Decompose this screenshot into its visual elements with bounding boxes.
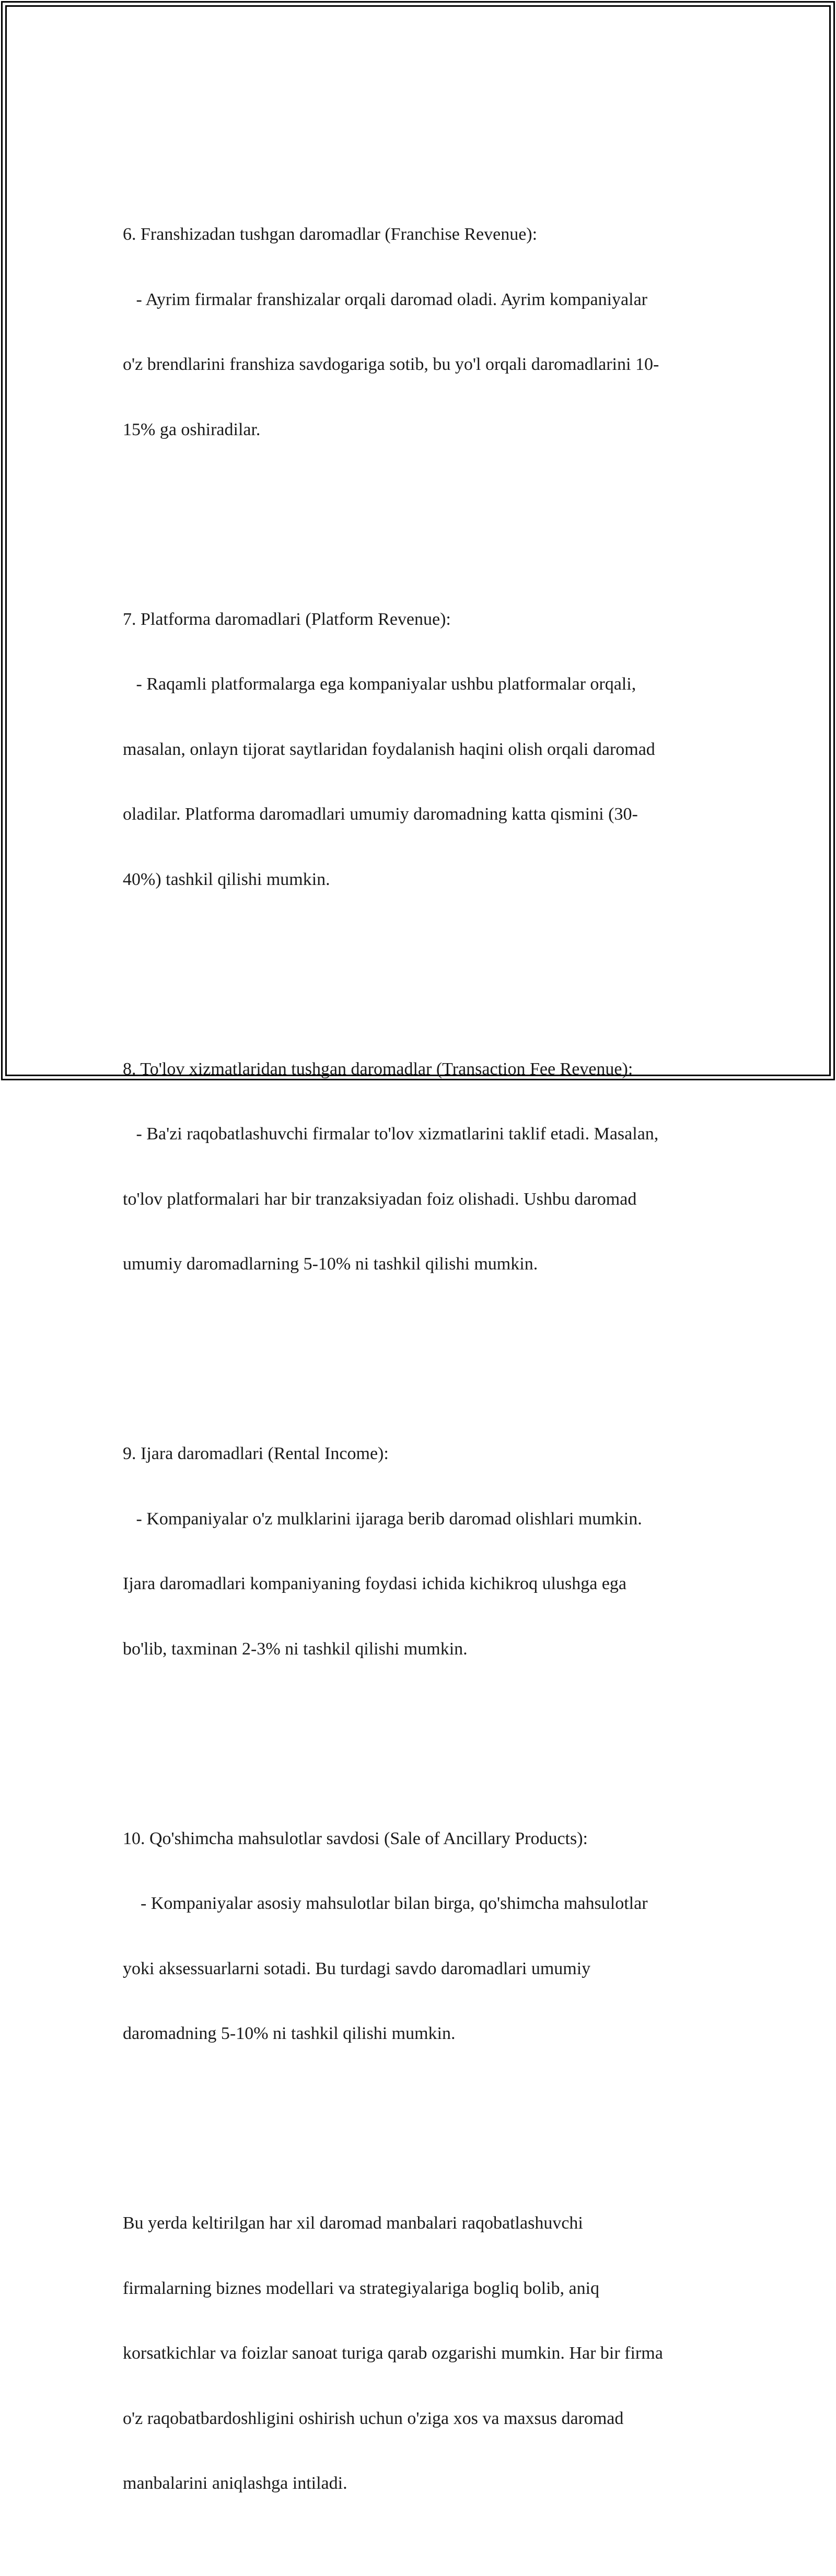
paragraph-line: Ijara daromadlari kompaniyaning foydasi ichida kichikroq ulushga ega <box>123 1574 626 1593</box>
section-franchise-revenue <box>123 182 713 482</box>
paragraph-line: firmalarning biznes modellari va strategiyalariga bogliq bolib, aniq <box>123 2278 600 2298</box>
paragraph-line: yoki aksessuarlarni sotadi. Bu turdagi savdo daromadlari umumiy <box>123 1959 591 1978</box>
paragraph-line: - Kompaniyalar asosiy mahsulotlar bilan birga, qo'shimcha mahsulotlar <box>123 1894 648 1913</box>
section-heading: 8. To'lov xizmatlaridan tushgan daromadlar (Transaction Fee Revenue): <box>123 1059 633 1079</box>
paragraph-line: - Ayrim firmalar franshizalar orqali daromad oladi. Ayrim kompaniyalar <box>123 289 647 309</box>
paragraph-line: 40%) tashkil qilishi mumkin. <box>123 869 330 889</box>
paragraph-line: manbalarini aniqlashga intiladi. <box>123 2474 347 2493</box>
paragraph-line: umumiy daromadlarning 5-10% ni tashkil qilishi mumkin. <box>123 1254 538 1274</box>
paragraph-line: - Ba'zi raqobatlashuvchi firmalar to'lov xizmatlarini taklif etadi. Masalan, <box>123 1124 659 1144</box>
paragraph-line: korsatkichlar va foizlar sanoat turiga qarab ozgarishi mumkin. Har bir firma <box>123 2344 663 2363</box>
paragraph-line: o'z brendlarini franshiza savdogariga sotib, bu yo'l orqali daromadlarini 10- <box>123 355 659 374</box>
section-rental-income <box>123 1402 713 1701</box>
paragraph-line: Bu yerda keltirilgan har xil daromad manbalari raqobatlashuvchi <box>123 2213 583 2233</box>
document-body <box>123 123 713 2576</box>
paragraph-line: daromadning 5-10% ni tashkil qilishi mumkin. <box>123 2024 456 2043</box>
paragraph-line: 15% ga oshiradilar. <box>123 419 261 439</box>
paragraph-line: to'lov platformalari har bir tranzaksiyadan foiz olishadi. Ushbu daromad <box>123 1189 637 1209</box>
paragraph-line: oladilar. Platforma daromadlari umumiy daromadning katta qismini (30- <box>123 805 638 824</box>
paragraph-line: - Kompaniyalar o'z mulklarini ijaraga berib daromad olishlari mumkin. <box>123 1509 642 1529</box>
paragraph-line: bo'lib, taxminan 2-3% ni tashkil qilishi mumkin. <box>123 1639 468 1659</box>
section-platform-revenue <box>123 567 713 933</box>
paragraph-line: masalan, onlayn tijorat saytlaridan foydalanish haqini olish orqali daromad <box>123 739 655 759</box>
section-transaction-fee-revenue <box>123 1017 713 1317</box>
section-conclusion <box>123 2171 713 2536</box>
section-heading: 10. Qo'shimcha mahsulotlar savdosi (Sale of Ancillary Products): <box>123 1828 588 1848</box>
section-ancillary-products <box>123 1787 713 2087</box>
paragraph-line: o'z raqobatbardoshligini oshirish uchun o'ziga xos va maxsus daromad <box>123 2408 624 2428</box>
paragraph-line: - Raqamli platformalarga ega kompaniyalar ushbu platformalar orqali, <box>123 674 636 694</box>
section-heading: 6. Franshizadan tushgan daromadlar (Franchise Revenue): <box>123 225 538 244</box>
section-heading: 7. Platforma daromadlari (Platform Revenue): <box>123 609 451 629</box>
section-heading: 9. Ijara daromadlari (Rental Income): <box>123 1444 389 1463</box>
